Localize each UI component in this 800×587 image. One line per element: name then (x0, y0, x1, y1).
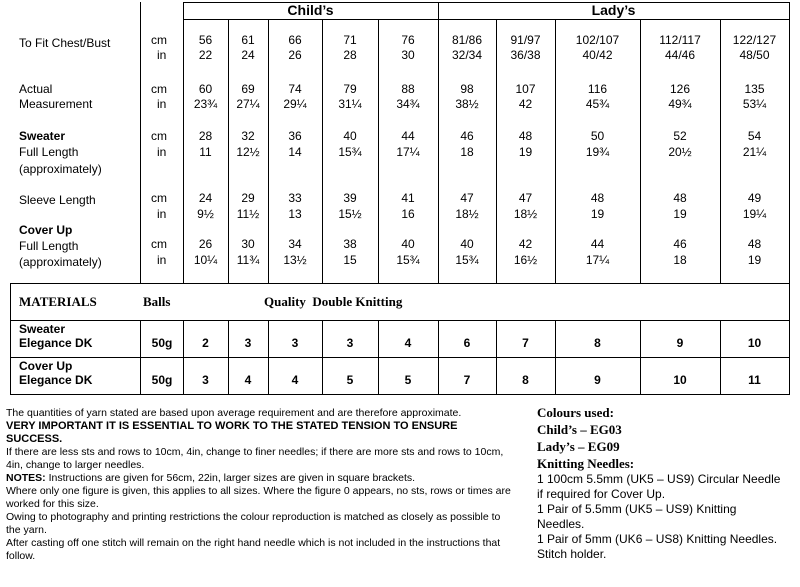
ball-count: 4 (244, 373, 252, 387)
size-value: 47 (460, 191, 474, 205)
ball-count: 3 (346, 336, 354, 350)
ladys-header: Lady’s (591, 2, 636, 18)
size-value: 40 (401, 237, 415, 251)
ball-count: 9 (676, 336, 684, 350)
size-value: 49¾ (668, 97, 692, 111)
size-value: 26 (288, 48, 302, 62)
size-value: 61 (241, 33, 255, 47)
size-value: 18½ (513, 207, 538, 221)
size-value: 17¼ (585, 253, 610, 267)
needles-heading: Knitting Needles: (537, 456, 635, 471)
note-quantities: The quantities of yarn stated are based upon average requirement and are therefore approximate. (6, 407, 462, 419)
size-value: 15½ (338, 207, 362, 221)
needle-circular: 1 100cm 5.5mm (UK5 – US9) Circular Needle if required for Cover Up. (537, 472, 781, 501)
ball-count: 5 (346, 373, 354, 387)
size-value: 39 (343, 191, 357, 205)
note-colour: Owing to photography and printing restrictions the colour reproduction is matched as closely as possible to the yarn. (6, 511, 501, 536)
size-value: 48/50 (739, 48, 770, 62)
size-value: 19 (518, 145, 533, 159)
size-value: 66 (288, 33, 302, 47)
size-value: 88 (401, 82, 415, 96)
unit-label: cm (151, 33, 167, 47)
yarn-name: Cover Up (19, 359, 73, 373)
row-label: Sweater (19, 129, 66, 143)
size-value: 24 (241, 48, 255, 62)
size-value: 18½ (455, 207, 479, 221)
unit-label: in (157, 97, 167, 111)
ball-count: 3 (244, 336, 252, 350)
size-value: 122/127 (732, 33, 777, 47)
size-value: 26 (198, 237, 213, 251)
size-value: 33 (288, 191, 302, 205)
ball-count: 2 (202, 336, 209, 350)
size-value: 32 (241, 129, 255, 143)
size-value: 34 (288, 237, 302, 251)
size-value: 50 (590, 129, 605, 143)
yarn-name: Elegance DK (19, 373, 93, 387)
unit-label: cm (151, 82, 167, 96)
size-value: 41 (401, 191, 415, 205)
needle-pair-55: 1 Pair of 5.5mm (UK5 – US9) Knitting Needles. (537, 502, 737, 531)
size-value: 21¼ (742, 145, 767, 159)
size-value: 28 (343, 48, 357, 62)
ball-count: 11 (748, 373, 761, 387)
childs-header: Child’s (287, 2, 334, 18)
size-value: 112/117 (659, 33, 701, 47)
size-value: 20½ (668, 145, 692, 159)
size-value: 40/42 (582, 48, 613, 62)
size-value: 36/38 (510, 48, 541, 62)
colours-heading: Colours used: (537, 405, 614, 420)
ball-count: 7 (522, 336, 529, 350)
size-value: 13 (288, 207, 302, 221)
balls-label: Balls (143, 294, 171, 309)
size-value: 11 (199, 145, 212, 159)
notes-block (6, 407, 511, 563)
units-divider (140, 2, 141, 283)
note-needles: If there are less sts and rows to 10cm, 4in, change to finer needles; if there are more sts and rows to 10cm, 4in, change to larger needles. (6, 446, 504, 471)
size-value: 22 (198, 48, 213, 62)
size-value: 9½ (197, 207, 214, 221)
row-label: Cover Up (19, 223, 73, 237)
size-value: 46 (460, 129, 474, 143)
size-value: 14 (288, 145, 302, 159)
yarn-name: Elegance DK (19, 336, 93, 350)
ball-count: 8 (522, 373, 529, 387)
note-tension: VERY IMPORTANT IT IS ESSENTIAL TO WORK TO THE STATED TENSION TO ENSURE SUCCESS. (6, 420, 458, 445)
unit-label: cm (151, 129, 167, 143)
size-value: 31¼ (338, 97, 362, 111)
ball-count: 5 (404, 373, 412, 387)
size-value: 30 (401, 48, 415, 62)
size-value: 12½ (236, 145, 260, 159)
size-value: 48 (747, 237, 762, 251)
size-value: 40 (460, 237, 474, 251)
quality-label: Quality Double Knitting (264, 294, 403, 309)
size-value: 40 (343, 129, 357, 143)
size-value: 107 (515, 82, 536, 96)
table-border-bottom (10, 394, 790, 395)
size-value: 45¾ (585, 97, 610, 111)
stitch-holder: Stitch holder. (537, 547, 607, 561)
size-value: 17¼ (396, 145, 420, 159)
materials-label: MATERIALS (19, 294, 97, 309)
size-value: 46 (673, 237, 687, 251)
unit-label: in (157, 253, 167, 267)
size-value: 18 (460, 145, 474, 159)
row-label: To Fit Chest/Bust (19, 36, 111, 50)
unit-label: in (157, 207, 167, 221)
table-border-left (10, 283, 11, 395)
size-value: 18 (673, 253, 687, 267)
table-rule (10, 283, 790, 284)
size-value: 91/97 (510, 33, 541, 47)
size-value: 116 (587, 82, 608, 96)
size-value: 126 (669, 82, 691, 96)
ball-count: 4 (404, 336, 412, 350)
size-value: 42 (518, 97, 533, 111)
size-value: 29 (241, 191, 255, 205)
size-value: 30 (241, 237, 255, 251)
size-value: 53¼ (742, 97, 767, 111)
size-value: 38½ (455, 97, 479, 111)
ball-count: 8 (594, 336, 601, 350)
size-value: 47 (518, 191, 533, 205)
size-value: 36 (288, 129, 302, 143)
unit-label: in (157, 48, 167, 62)
childs-colour: Child’s – EG03 (537, 422, 622, 437)
row-label: Measurement (19, 97, 93, 111)
size-value: 69 (241, 82, 255, 96)
size-value: 60 (198, 82, 213, 96)
size-value: 27¼ (236, 97, 260, 111)
size-value: 38 (343, 237, 357, 251)
size-value: 44 (590, 237, 605, 251)
row-label: (approximately) (19, 162, 102, 176)
materials-rule (10, 320, 790, 321)
size-value: 15¾ (455, 253, 479, 267)
size-value: 13½ (283, 253, 307, 267)
size-value: 23¾ (193, 97, 218, 111)
ladys-colour: Lady’s – EG09 (537, 439, 620, 454)
yarn-info (537, 404, 787, 562)
size-value: 16 (401, 207, 415, 221)
size-value: 19¾ (585, 145, 610, 159)
size-value: 76 (401, 33, 415, 47)
size-value: 19¼ (742, 207, 767, 221)
note-casting-off: After casting off one stitch will remain on the right hand needle which is not included in the instructions that follow. (6, 537, 501, 562)
size-value: 81/86 (451, 33, 483, 47)
size-value: 44 (401, 129, 415, 143)
table-border-right (789, 2, 790, 395)
ball-count: 3 (291, 336, 299, 350)
size-value: 71 (343, 33, 357, 47)
size-value: 19 (590, 207, 605, 221)
row-label: (approximately) (19, 255, 102, 269)
yarn-name: Sweater (19, 322, 66, 336)
size-value: 52 (673, 129, 687, 143)
yarn-rule (10, 357, 790, 358)
size-value: 15¾ (338, 145, 362, 159)
ball-count: 4 (291, 373, 299, 387)
unit-label: cm (151, 237, 167, 251)
unit-label: in (157, 145, 167, 159)
size-value: 54 (747, 129, 762, 143)
size-value: 11¾ (236, 253, 260, 267)
size-value: 34¾ (396, 97, 420, 111)
size-value: 98 (460, 82, 474, 96)
size-value: 44/46 (664, 48, 696, 62)
header-rule (183, 19, 790, 20)
row-label: Full Length (19, 145, 79, 159)
ball-count: 3 (202, 373, 209, 387)
size-value: 19 (673, 207, 687, 221)
size-value: 56 (198, 33, 213, 47)
size-value: 48 (590, 191, 605, 205)
size-value: 10¼ (193, 253, 218, 267)
size-value: 48 (518, 129, 533, 143)
row-label: Actual (19, 82, 53, 96)
unit-label: cm (151, 191, 167, 205)
size-value: 29¼ (283, 97, 307, 111)
size-value: 79 (343, 82, 357, 96)
size-value: 42 (518, 237, 533, 251)
size-value: 15 (343, 253, 357, 267)
ball-count: 9 (594, 373, 601, 387)
note-sizes (6, 472, 511, 485)
ball-count: 6 (463, 336, 471, 350)
size-value: 28 (198, 129, 213, 143)
ball-count: 10 (673, 373, 687, 387)
row-label: Full Length (19, 239, 79, 253)
size-value: 32/34 (451, 48, 483, 62)
note-sizes-text: Instructions are given for 56cm, 22in, larger sizes are given in square brackets. (45, 472, 416, 484)
size-value: 48 (673, 191, 687, 205)
size-value: 15¾ (396, 253, 420, 267)
size-value: 11½ (236, 207, 260, 221)
size-value: 74 (288, 82, 302, 96)
yarn-weight: 50g (151, 373, 173, 387)
ball-count: 7 (463, 373, 471, 387)
notes-label: NOTES: (6, 472, 46, 484)
row-label: Sleeve Length (19, 193, 96, 207)
needle-pair-5: 1 Pair of 5mm (UK6 – US8) Knitting Needles. (537, 532, 778, 546)
size-value: 135 (744, 82, 765, 96)
note-one-figure: Where only one figure is given, this applies to all sizes. Where the figure 0 appears, no sts, rows or times are worked for this size. (6, 485, 511, 510)
size-value: 49 (747, 191, 762, 205)
size-value: 24 (198, 191, 213, 205)
size-value: 102/107 (575, 33, 620, 47)
size-value: 16½ (513, 253, 538, 267)
yarn-weight: 50g (151, 336, 173, 350)
size-value: 19 (747, 253, 762, 267)
ball-count: 10 (747, 336, 762, 350)
